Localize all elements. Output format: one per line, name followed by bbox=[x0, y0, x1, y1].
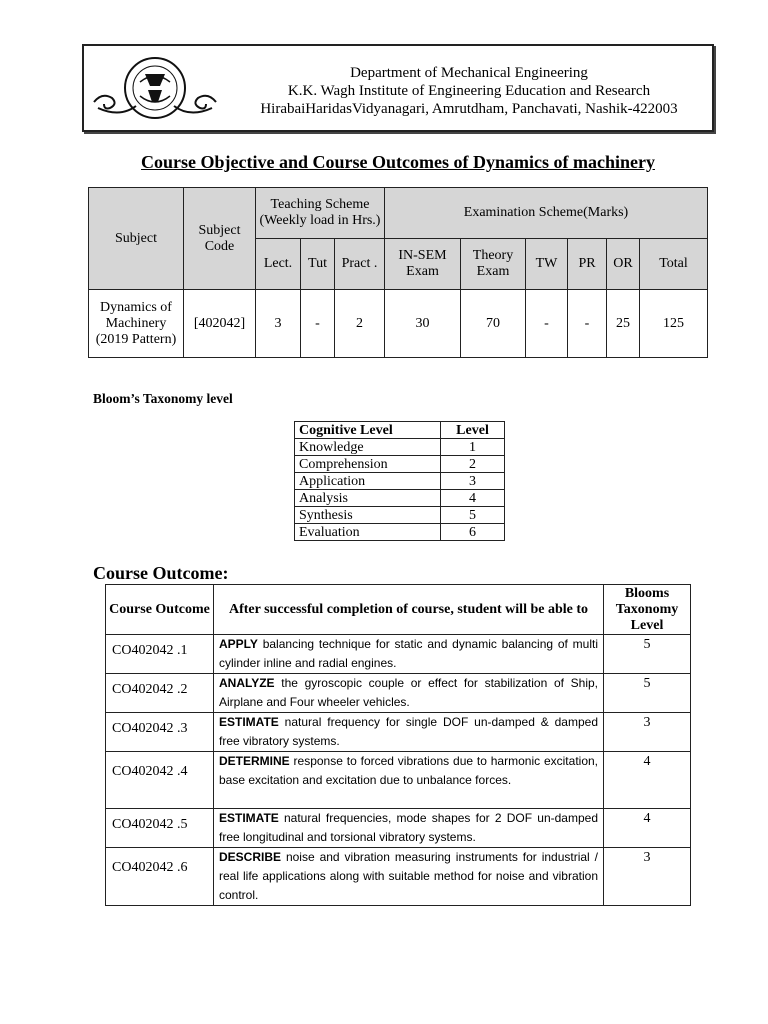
row-tut: - bbox=[301, 290, 335, 358]
institute-seal-logo bbox=[90, 52, 220, 126]
co-level: 3 bbox=[604, 848, 691, 906]
course-outcome-table bbox=[105, 584, 691, 906]
co-verb: DETERMINE bbox=[219, 754, 290, 768]
bloom-level-name: Evaluation bbox=[295, 524, 441, 541]
row-pr: - bbox=[568, 290, 607, 358]
co-header-description: After successful completion of course, student will be able to bbox=[214, 585, 604, 635]
row-theory: 70 bbox=[461, 290, 526, 358]
co-header-outcome: Course Outcome bbox=[106, 585, 214, 635]
header-lect: Lect. bbox=[256, 239, 301, 290]
table-row bbox=[106, 809, 691, 848]
bloom-level-value: 6 bbox=[441, 524, 505, 541]
co-code: CO402042 .3 bbox=[106, 713, 214, 752]
co-level: 4 bbox=[604, 809, 691, 848]
scheme-table bbox=[88, 187, 708, 358]
table-row bbox=[295, 524, 505, 541]
row-insem: 30 bbox=[385, 290, 461, 358]
header-total: Total bbox=[640, 239, 708, 290]
row-code: [402042] bbox=[184, 290, 256, 358]
table-row bbox=[106, 713, 691, 752]
row-lect: 3 bbox=[256, 290, 301, 358]
header-pract: Pract . bbox=[335, 239, 385, 290]
co-description bbox=[214, 809, 604, 848]
co-description bbox=[214, 674, 604, 713]
co-verb: DESCRIBE bbox=[219, 850, 282, 864]
row-subject: Dynamics of Machinery (2019 Pattern) bbox=[89, 290, 184, 358]
co-verb: ANALYZE bbox=[219, 676, 275, 690]
bloom-level-name: Application bbox=[295, 473, 441, 490]
bloom-level-value: 2 bbox=[441, 456, 505, 473]
institute-header bbox=[82, 44, 714, 132]
table-row bbox=[106, 635, 691, 674]
table-row bbox=[106, 752, 691, 809]
co-text: balancing technique for static and dynamic balancing of multi cylinder inline and radial engines. bbox=[219, 637, 598, 670]
table-row bbox=[295, 507, 505, 524]
bloom-level-value: 4 bbox=[441, 490, 505, 507]
co-header-level: Blooms Taxonomy Level bbox=[604, 585, 691, 635]
bloom-level-value: 5 bbox=[441, 507, 505, 524]
bloom-level-name: Comprehension bbox=[295, 456, 441, 473]
co-level: 5 bbox=[604, 635, 691, 674]
header-exam-scheme: Examination Scheme(Marks) bbox=[385, 188, 708, 239]
co-description bbox=[214, 635, 604, 674]
table-row bbox=[295, 439, 505, 456]
bloom-level-name: Knowledge bbox=[295, 439, 441, 456]
co-text: natural frequencies, mode shapes for 2 DOF un-damped free longitudinal and torsional vibratory systems. bbox=[219, 811, 598, 844]
co-verb: ESTIMATE bbox=[219, 715, 279, 729]
header-teaching-scheme: Teaching Scheme (Weekly load in Hrs.) bbox=[256, 188, 385, 239]
header-tut: Tut bbox=[301, 239, 335, 290]
header-insem: IN-SEM Exam bbox=[385, 239, 461, 290]
table-row bbox=[295, 473, 505, 490]
co-level: 5 bbox=[604, 674, 691, 713]
co-code: CO402042 .4 bbox=[106, 752, 214, 809]
bloom-level-value: 3 bbox=[441, 473, 505, 490]
header-subject: Subject bbox=[89, 188, 184, 290]
institute-address: HirabaiHaridasVidyanagari, Amrutdham, Panchavati, Nashik-422003 bbox=[260, 101, 678, 117]
bloom-level-name: Synthesis bbox=[295, 507, 441, 524]
course-outcome-heading: Course Outcome: bbox=[93, 563, 229, 583]
header-subject-code: Subject Code bbox=[184, 188, 256, 290]
co-text: the gyroscopic couple or effect for stabilization of Ship, Airplane and Four wheeler vehicles. bbox=[219, 676, 598, 709]
row-or: 25 bbox=[607, 290, 640, 358]
page-title: Course Objective and Course Outcomes of Dynamics of machinery bbox=[141, 152, 655, 172]
co-level: 3 bbox=[604, 713, 691, 752]
co-verb: ESTIMATE bbox=[219, 811, 279, 825]
co-description bbox=[214, 752, 604, 809]
header-tw: TW bbox=[526, 239, 568, 290]
header-or: OR bbox=[607, 239, 640, 290]
row-pract: 2 bbox=[335, 290, 385, 358]
co-description bbox=[214, 713, 604, 752]
co-code: CO402042 .6 bbox=[106, 848, 214, 906]
table-row bbox=[295, 490, 505, 507]
institute-name: K.K. Wagh Institute of Engineering Education and Research bbox=[287, 83, 651, 99]
co-code: CO402042 .5 bbox=[106, 809, 214, 848]
co-description bbox=[214, 848, 604, 906]
co-code: CO402042 .1 bbox=[106, 635, 214, 674]
department-name: Department of Mechanical Engineering bbox=[350, 65, 588, 81]
co-code: CO402042 .2 bbox=[106, 674, 214, 713]
header-theory: Theory Exam bbox=[461, 239, 526, 290]
co-level: 4 bbox=[604, 752, 691, 809]
bloom-table bbox=[294, 421, 505, 541]
row-tw: - bbox=[526, 290, 568, 358]
bloom-level-value: 1 bbox=[441, 439, 505, 456]
table-row bbox=[106, 674, 691, 713]
co-verb: APPLY bbox=[219, 637, 258, 651]
bloom-level-name: Analysis bbox=[295, 490, 441, 507]
bloom-header-cognitive: Cognitive Level bbox=[295, 422, 441, 439]
co-text: noise and vibration measuring instruments for industrial / real life applications along with suitable method for noise and vibration control. bbox=[219, 850, 598, 902]
table-row bbox=[106, 848, 691, 906]
bloom-taxonomy-label: Bloom’s Taxonomy level bbox=[93, 391, 233, 406]
co-text: natural frequency for single DOF un-damped & damped free vibratory systems. bbox=[219, 715, 598, 748]
header-pr: PR bbox=[568, 239, 607, 290]
bloom-header-level: Level bbox=[441, 422, 505, 439]
co-text: response to forced vibrations due to harmonic excitation, base excitation and excitation due to unbalance forces. bbox=[219, 754, 598, 787]
row-total: 125 bbox=[640, 290, 708, 358]
table-row bbox=[295, 456, 505, 473]
